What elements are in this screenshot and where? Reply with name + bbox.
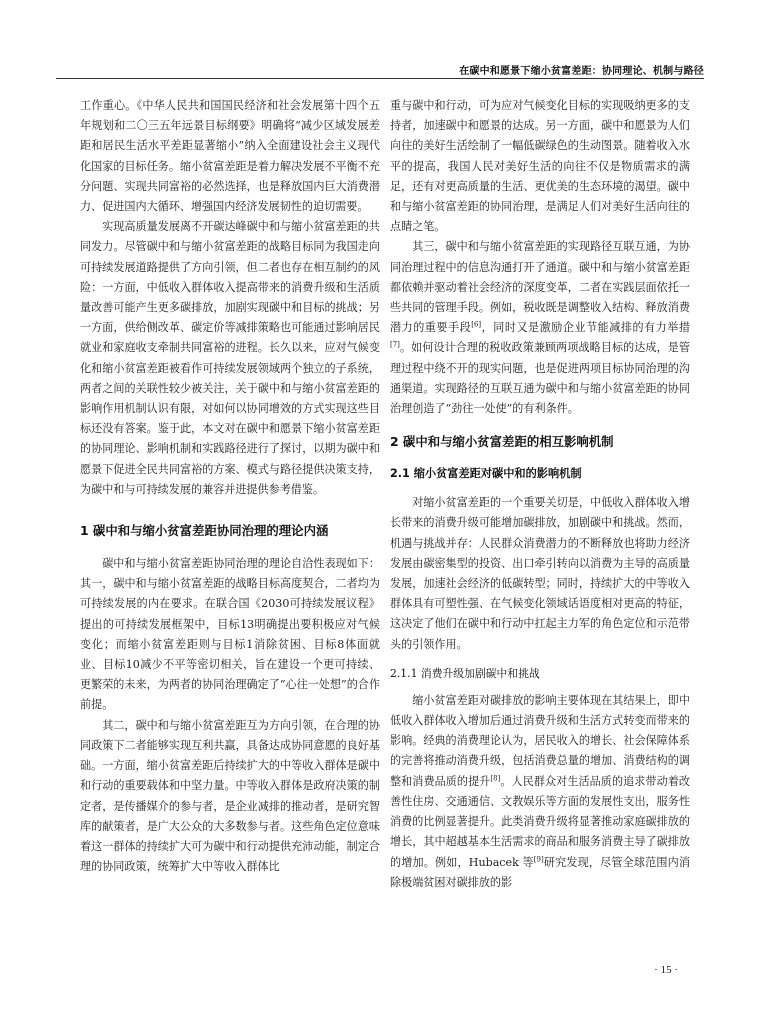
left-paragraph-1: 工作重心。《中华人民共和国国民经济和社会发展第十四个五年规划和二〇三五年远景目标纲要》明确将“减少区域发展差距和居民生活水平差距显著缩小”纳入全面建设社会主义现代化国家的目标任务。缩小贫富差距是着力解决发展不平衡不充分问题、实现共同富裕的必然选择，也是释放国内巨大消费潜力、促进国内大循环、增强国内经济发展韧性的迫切需要。: [80, 99, 380, 214]
section-2-1-1-heading: 2.1.1 消费升级加剧碳中和挑战: [390, 666, 540, 680]
section-1-heading: 1 碳中和与缩小贫富差距协同治理的理论内涵: [80, 523, 329, 539]
section-2-1-heading: 2.1 缩小贫富差距对碳中和的影响机制: [390, 467, 582, 481]
right-column: [390, 96, 690, 893]
citation-ref-6: [6]: [471, 320, 482, 329]
running-title: 在碳中和愿景下缩小贫富差距：协同理论、机制与路径: [459, 66, 704, 77]
right-paragraph-3: 对缩小贫富差距的一个重要关切是，中低收入群体收入增长带来的消费升级可能增加碳排放，加剧碳中和挑战。然而，机遇与挑战并存：人民群众消费潜力的不断释放也将助力经济发展由碳密集型的投资、出口牵引转向以消费为主导的高质量发展，加速社会经济的低碳转型；同时，持续扩大的中等收入群体具有可塑性强、在气候变化领域话语度相对更高的特征，这决定了他们在碳中和行动中扛起主力军的角色定位和示范带头的引领作用。: [390, 496, 690, 651]
right-paragraph-2-part-a: 其三，碳中和与缩小贫富差距的实现路径互联互通，为协同治理过程中的信息沟通打开了通道。碳中和与缩小贫富差距都依赖并驱动着社会经济的深度变革，二者在实践层面依托一些共同的管理手段。例如，税收既是调整收入结构、释放消费潜力的重要手段: [390, 240, 690, 335]
right-paragraph-2: [390, 237, 690, 419]
right-paragraph-2-part-b: ，同时又是激励企业节能减排的有力举措: [481, 321, 690, 335]
left-paragraph-2: 实现高质量发展离不开碳达峰碳中和与缩小贫富差距的共同发力。尽管碳中和与缩小贫富差距的战略目标同为我国走向可持续发展道路提供了方向引领，但二者也存在相互制约的风险：一方面，中低收入群体收入提高带来的消费升级和生活质量改善可能产生更多碳排放，加剧实现碳中和目标的挑战；另一方面，供给侧改革、碳定价等减排策略也可能通过影响居民就业和家庭收支牵制共同富裕的进程。长久以来，应对气候变化和缩小贫富差距被看作可持续发展领域两个独立的子系统，两者之间的关联性较少被关注，关于碳中和与缩小贫富差距的影响作用机制认识有限，对如何以协同增效的方式实现这些目标还没有答案。鉴于此，本文对在碳中和愿景下缩小贫富差距的协同理论、影响机制和实践路径进行了探讨，以期为碳中和愿景下促进全民共同富裕的方案、模式与路径提供决策支持，为碳中和与可持续发展的兼容并进提供参考借鉴。: [80, 220, 380, 496]
page-number: · 15 ·: [654, 964, 678, 976]
citation-ref-8: [8]: [490, 774, 501, 782]
citation-ref-7: [7]: [390, 340, 400, 349]
running-header: [56, 62, 704, 79]
right-paragraph-4-part-b: 。人民群众对生活品质的追求带动着改善性住房、交通通信、文教娱乐等方面的发展性支出，服务性消费的比例显著提升。此类消费升级将显著推动家庭碳排放的增长，其中超越基本生活需求的商品和服务消费主导了碳排放的增加。例如，Hubacek 等: [390, 774, 690, 869]
left-paragraph-4: 其二，碳中和与缩小贫富差距互为方向引领，在合理的协同政策下二者能够实现互利共赢，具备达成协同意愿的良好基础。一方面，缩小贫富差距后持续扩大的中等收入群体是碳中和行动的重要载体和中坚力量。中等收入群体是政府决策的制定者，是传播媒介的参与者，是企业减排的推动者，是研究智库的献策者，是广大公众的大多数参与者。这些角色定位意味着这一群体的持续扩大可为碳中和行动提供充沛动能，制定合理的协同政策，统筹扩大中等收入群体比: [80, 718, 380, 874]
right-paragraph-4-part-c: 研究发现，尽管全球范围内消除极端贫困对碳排放的影: [390, 855, 690, 889]
right-paragraph-4: [390, 691, 690, 893]
section-2-heading: 2 碳中和与缩小贫富差距的相互影响机制: [390, 434, 614, 450]
left-column: [80, 96, 380, 877]
right-paragraph-2-part-c: 。如何设计合理的税收政策兼顾两项战略目标的达成，是管理过程中绕不开的现实问题，也是促进两项目标协同治理的沟通渠道。实现路径的互联互通为碳中和与缩小贫富差距的协同治理创造了“劲往一处使”的有利条件。: [390, 341, 690, 416]
citation-ref-9: [9]: [533, 854, 544, 863]
right-paragraph-1: 重与碳中和行动，可为应对气候变化目标的实现吸纳更多的支持者，加速碳中和愿景的达成。另一方面，碳中和愿景为人们向往的美好生活绘制了一幅低碳绿色的生动图景。随着收入水平的提高，我国人民对美好生活的向往不仅是物质需求的满足，还有对更高质量的生活、更优美的生态环境的渴望。碳中和与缩小贫富差距的协同治理，是满足人们对美好生活向往的点睛之笔。: [390, 99, 690, 234]
right-paragraph-4-part-a: 缩小贫富差距对碳排放的影响主要体现在其结果上，即中低收入群体收入增加后通过消费升级和生活方式转变而带来的影响。经典的消费理论认为，居民收入的增长、社会保障体系的完善将推动消费升级，包括消费总量的增加、消费结构的调整和消费品质的提升: [390, 693, 690, 788]
left-paragraph-3: 碳中和与缩小贫富差距协同治理的理论自洽性表现如下：其一，碳中和与缩小贫富差距的战略目标高度契合，二者均为可持续发展的内在要求。在联合国《2030可持续发展议程》提出的可持续发展框架中，目标13明确提出要积极应对气候变化；而缩小贫富差距则与目标1消除贫困、目标8体面就业、目标10减少不平等密切相关，旨在建设一个更可持续、更繁荣的未来，为两者的协同治理确定了“心往一处想”的合作前提。: [80, 557, 380, 712]
